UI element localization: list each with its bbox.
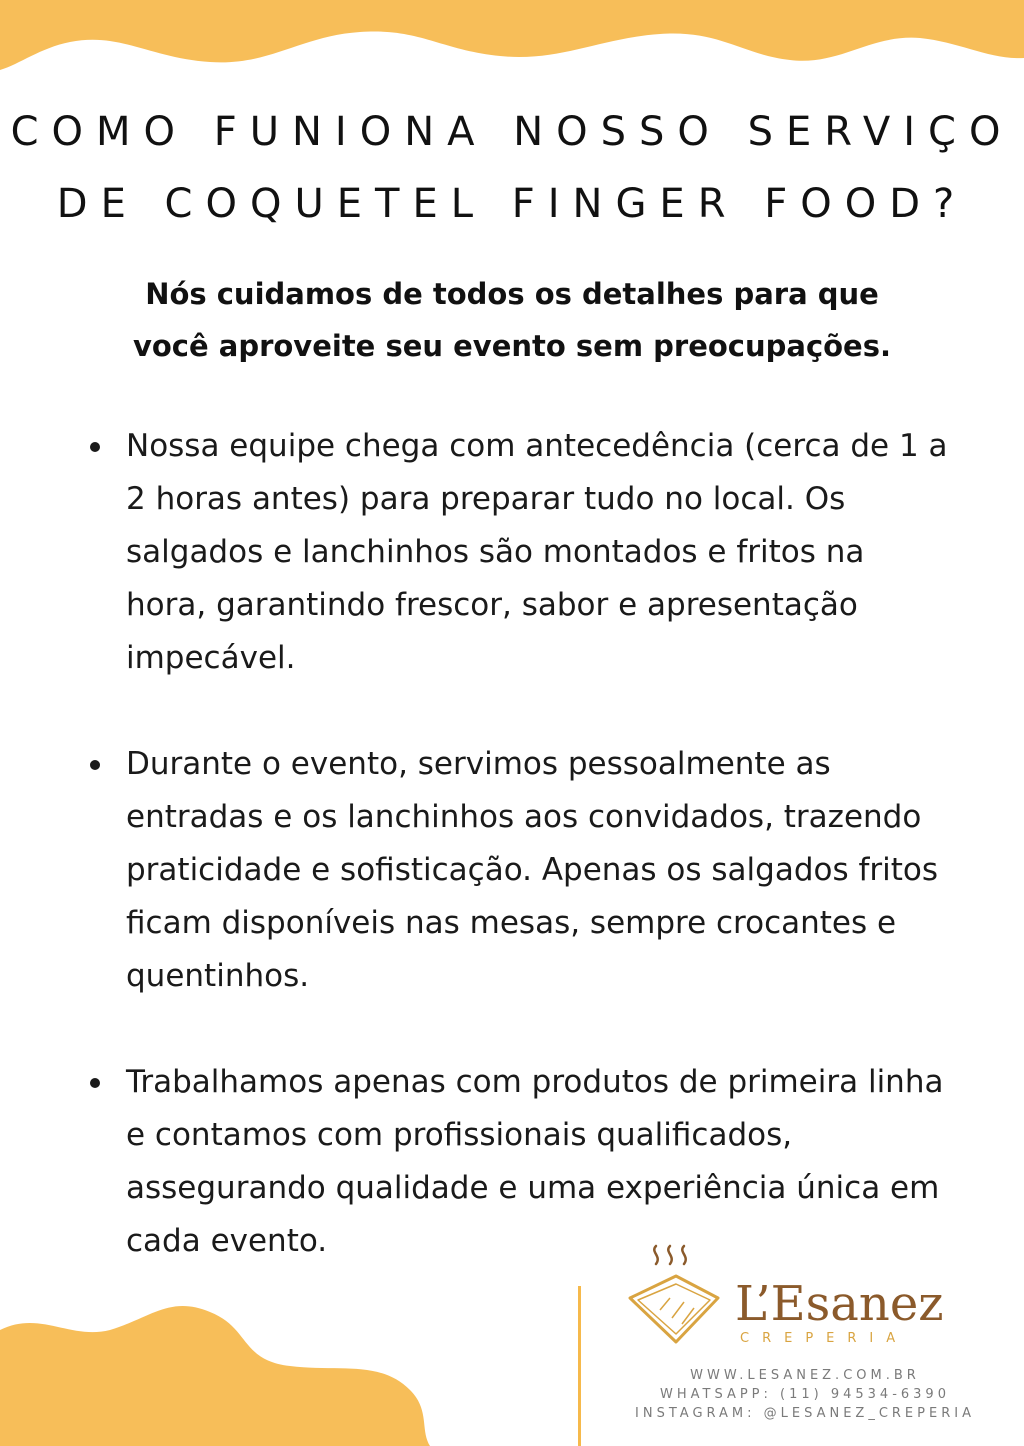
subtitle-line-1: Nós cuidamos de todos os detalhes para que xyxy=(145,277,879,311)
instagram-link[interactable]: INSTAGRAM: @LESANEZ_CREPERIA xyxy=(635,1406,975,1421)
title-line-1: COMO FUNIONA NOSSO SERVIÇO xyxy=(10,109,1014,155)
bullet-text: Trabalhamos apenas com produtos de primeira linha e contamos com profissionais qualificados, assegurando qualidade e uma experiência única em cada evento. xyxy=(126,1064,944,1259)
bullet-dot-icon xyxy=(90,442,100,452)
list-item xyxy=(90,420,950,685)
website-link[interactable]: WWW.LESANEZ.COM.BR xyxy=(690,1368,920,1383)
contact-info xyxy=(600,1366,1010,1423)
steam-icon xyxy=(654,1246,685,1264)
brand-tagline: CREPERIA xyxy=(740,1331,909,1346)
list-item xyxy=(90,1056,950,1268)
whatsapp-contact[interactable]: WHATSAPP: (11) 94534-6390 xyxy=(660,1387,950,1402)
bottom-blob-decoration xyxy=(0,1300,440,1446)
bullet-dot-icon xyxy=(90,1078,100,1088)
top-wave-decoration xyxy=(0,0,1024,80)
list-item xyxy=(90,738,950,1003)
brand-name: L’Esanez xyxy=(735,1276,944,1332)
subtitle xyxy=(60,268,964,372)
crepe-icon xyxy=(630,1276,718,1342)
bullet-text: Nossa equipe chega com antecedência (cerca de 1 a 2 horas antes) para preparar tudo no local. Os salgados e lanchinhos são montados e fritos na hora, garantindo frescor, sabor e apresentação impecável. xyxy=(126,428,948,676)
subtitle-line-2: você aproveite seu evento sem preocupações. xyxy=(132,329,892,363)
divider-line xyxy=(578,1286,581,1446)
page-title xyxy=(0,96,1024,240)
title-line-2: DE COQUETEL FINGER FOOD? xyxy=(56,181,968,227)
bullet-dot-icon xyxy=(90,760,100,770)
bullet-text: Durante o evento, servimos pessoalmente as entradas e os lanchinhos aos convidados, trazendo praticidade e sofisticação. Apenas os salgados fritos ficam disponíveis nas mesas, sempre crocantes e quentinhos. xyxy=(126,746,939,994)
